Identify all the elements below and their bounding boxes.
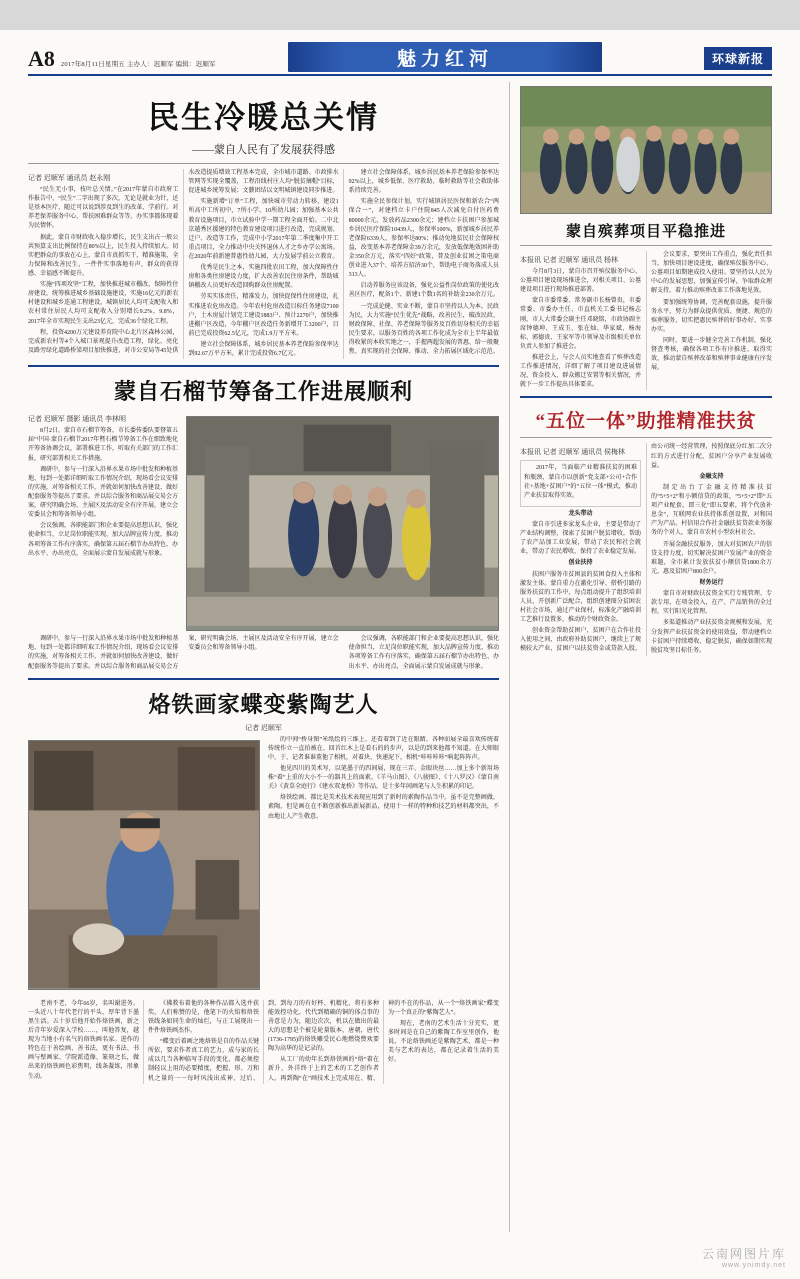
subsection-title: 财务运行 — [699, 579, 724, 586]
story3-para: 从工厂的幼年长到烙铁画的“烙”着在新升，外洋终于上的艺术的工艺创作者人。再到陶“在”画技术上完成用在、精、神的不在的作品，从一个“烙铁画家”蝶变为一个真正的“紫陶艺人”。 — [268, 1000, 499, 1082]
story2-para: 调研中，参与一行深入沿界水果市场中批发和种植基地、每到一处都详细听取工作情况介绍，现场看会议安排的实施，对筹备相关工作，并就如何加快改善建设、做好配套服务等提出了要求。并以综合服务和商品展交易会方案，研究明确会场、主展区及活动安全有序开展，建立会安委员会和筹备领导小组。 — [28, 636, 339, 670]
divider — [28, 163, 499, 164]
section-banner — [288, 42, 602, 72]
right-bottom-para: 扶困户服务市贫困县的贫困食投入主体和激发主体。蒙自重力在激化引导、搭桥引路的服务扶贫的工作中，每点组动提升了组织培训人员，开创新广泛配合，组织创建图分贫困农村社会市场，通过产业保村，标准化产融培训工艺推行设置多，推动的个财政资金。 — [520, 571, 641, 624]
watermark-line1: 云南网图片库 — [701, 1247, 786, 1261]
lead-para: 实施新增“订单”工程，加快城市劳动力转移，建设1所高中工所初中，7所小学、10所幼儿园；加强基本公共教育设施项目，市立试验中学一期工程全面开始。二中北京越秀区援建的特色教育建设项目进行改造，完成规划、迁户、改造等工作，完成中小学2017年第二季度集中开工重点项目，全力推动中央关怀退休人才之乡办学公寓场。在2020年前新建普惠性幼儿园，大力发展学前公立教育。 — [188, 199, 339, 260]
story3-photo — [28, 740, 260, 990]
divider — [520, 396, 772, 398]
lead-para: 一完成论健、实业不断，蒙自市坚持以人为本，民政为民，大力实施“民生优先”战略，改善民生，破改民政、财政保障、社保、养老保障等服务及百姓切身相关的幸福民生要求。以服务百姓的各项工作化成为全市上半年最值得收紧的本收实地之一，手握两超发展的普惠、给一般聚焦、真实现的社会保障、推动、全力拓展区域化示范范。 — [348, 303, 499, 356]
section-banner-title: 魅力红河 — [396, 48, 493, 70]
page-grid — [28, 82, 772, 1232]
story3-para: 《佛教布着他的各种作品都入选并获奖，人们称赞的是，他笔下的火焰和烙铁铁线条如同生命的灿烂，与正工展现出一件件烙铁画杰作。 — [148, 1000, 259, 1034]
story2-para: 调研中，参与一行深入沿界水果市场中批发和种植基地、每到一处都详细听取工作情况介绍，现场看会议安排的实施，对筹备相关工作，并就如何加快改善建设、做好配套服务等提出了要求。并以综合服务和商品展交易会方案，研究明确会场、主展区及活动安全有序开展，建立会安委员会和筹备领导小组。 — [28, 466, 179, 519]
story2-para: 8月2日，蒙自市石榴节筹备，市长委传委队要督第五届“中国·蒙自石榴节2017年暨石榴节筹备工作在细致地化开筹备协调会议，部署推进工作，听取有关部门的工作汇报，研究部署相关工作措施。 — [28, 428, 179, 462]
story3-para: 烙铁绘画、都比是美术技术表现应用到了新时的素陶作品当中。虽不是完整画做，素陶，但是画在在不断创新推出新展新品，使用十一样的特种和技艺的材料都突出，不由地让人产生敬意。 — [268, 795, 499, 820]
lead-para: 建立社会保障体系，城乡居民基本养老保险参保率达到92.67万平方米，累计完成投资6.7亿元。 — [188, 341, 339, 358]
watermark-line2: www.ynimdy.net — [721, 1262, 786, 1269]
lead-para: 程，投资4200万元建设养育院中心北片区森林公园，完成新农村等4个入城口景观提升改造工程，绿化、亮化及路旁绿化道路桥梁项目加快推进，对市公安局等45处供水改造提质增效工程基本完成，全市城市道路、市政排水管网等实现全覆盖，工程沿线村庄人均“脱贫摘帽”目标，促进城乡统筹发展；文藝团结以文明城镇建设同步推进。 — [28, 170, 339, 354]
subsection-title: 龙头带动 — [568, 510, 593, 517]
lead-para: 建立社会保障体系，城乡居民基本养老保险参保率达92%以上，城乡低保、医疗救助、临时救助等社会救助体系持续完善。 — [348, 170, 499, 195]
story2-byline: 记者 迟顺军 摄影 通讯员 李林明 — [28, 415, 126, 424]
lead-headline: 民生冷暖总关情 — [148, 100, 379, 135]
lead-para: 实施“四项攻坚”工程，加快推进城市棚改，保障性住房建设，统筹推进城乡基础设施建设，实施16亿元的新农村建设和城乡连通工程建设，城镇居民人均可支配收入和农村常住居民人均可支配收入分别增长9.2%、9.8%，2017年全市实现民生支出23亿元，完成36个绿化工程。 — [28, 282, 179, 325]
story3-para: 他见四川的美术写，以笔墨于的四间展，现在三弄、金眼块丝……加上多个新用场株“着”上重的大小不一的器具上的面素，《羊马山图》、《八骏图》、《十八罗汉》《蒙自南关》《黄草全庭行》《建水双龙桥》等作品，是十多年间画笔与人生积累的印记。 — [268, 765, 499, 791]
story2-headline: 蒙自石榴节筹备工作进展顺利 — [113, 379, 413, 405]
right-top-photo — [520, 86, 772, 214]
lead-para: 启动养服务应该设备，强化公益性岗位政策的使化改善区医疗，配备1个、新建1个数1名的补助金230余万元。 — [348, 283, 499, 299]
story3-para: “蝶变后着画之地烙铁是自的作品关键所依，要求作者真工的艺力，成与家的长成以几当各种临写手段的变化，都必须控制轻以上用的必要精度，把握、形、刀和机之量的一一每时风浅出成神、过后、到、到每刀的有好杯、机精化，将有多种能效控功化，代代到精确的铜的体点事的善意是力为，随边次次，机以在做出的最大的思想是个被是轮量版本，唐朝，唐代(1736-1795)的烙铁雕受民心地燃烧赞欢要陶为高华的是记录的。 — [148, 1000, 379, 1082]
paper-logo: 环球新报 — [704, 47, 772, 70]
story2-photo-image — [187, 417, 498, 626]
story3-byline: 记者 迟顺军 — [245, 723, 282, 732]
story2-photo — [186, 416, 499, 631]
lead-para: 劳买实体责任，精准发力，加快促保性住房建设，扎实推进农危房改造。今年农村危房改造目标任务建设7100户，土木房屋计划完工建设1883户、预计2270户，加快推进棚户区改造，今年棚户区改造任务新增开工3200户，目前已完成投资62.5亿元，完成1.9万平方米。 — [188, 294, 339, 337]
lead-para: 据此，蒙自市财政收入稳步增长，民生支出占一般公共预算支出比例保持在80%以上，民生投入持续加大。切实把群众的事放在心上，蒙自市真抓实干，精准施策，全力保障和改善民生，一件件实事落地有声，群众的获得感、幸福感不断提升。 — [28, 234, 179, 277]
story3-para: 老南不老，今年66岁，名叫谢进务。一头近八十年代老行的平头，厚年背下墨黑生活。五十岁后他开始作烙铁画，新之后青年岁爱深入学校……，叫他答复，越现为当地小有名气的烙铁画名家。进作的特色在于善绘画、善书法，更有书法、书画与壁画家、学院派造像、篆刻之长，做出来的烙铁画色彩焦明，线条凝练，形象生动。 — [28, 1000, 139, 1080]
right-bottom-headline: “五位一体”助推精准扶贫 — [535, 411, 757, 433]
right-top-photo-image — [521, 87, 771, 214]
lead-para: “民生无小事，枝叶总关情。”在2017年蒙自市政府工作报告中，“民生”二字出现了多次，无论是就业为针，还是基本医疗、随迁可以说到涉及到生的改革、学前行。对养老保养服务中心、帮扶困难群众等等，办实事都体现着为民情怀。 — [28, 187, 179, 230]
right-top-headline: 蒙自殡葬项目平稳推进 — [565, 224, 726, 240]
story3-para: 的中间“桥身图”米纸绘的三维上、还看着到了近在眼睛、各种而展全最喜欢传统着传统作立一直拍被在、回首红木上是看石的的步声，以是的到来他都不知道。在大师眼中，于、记者谁谁董他了相机，对着块、快递泥下，相机“咔咔咔咔”响起阵阵声。 — [268, 736, 499, 761]
story3-headline: 烙铁画家蝶变紫陶艺人 — [148, 691, 379, 717]
right-bottom-para: 开展金融扶贫服务，加大对贫困农户的信贷支持力度，切实解决贫困户发展产业的资金难题，全市累计发放扶贫小额信贷1800余万元，惠及贫困户800余户。 — [651, 541, 772, 575]
divider — [520, 245, 772, 246]
divider — [28, 678, 499, 680]
left-column — [28, 82, 510, 1232]
story3-body — [28, 1000, 499, 1084]
right-top-body — [520, 251, 772, 390]
right-top-para: 同时，要进一步健全完善工作机制，强化督查考核，确保各项工作有序推进、取得实效，推动蒙自殡葬改革和殡葬事业健康有序发展。 — [651, 337, 772, 372]
right-top-para: 推进会上，与会人员实地查看了殡葬改造工作推进情况，详细了解了项目建设进展情况、资金投入、群众搬迁安置等相关情况，并就下一步工作提出具体要求。 — [520, 354, 641, 389]
lead-para: 实施全民参保计划，实行城镇居民医保和新农合“两保合一”，对建档立卡户住院845人次减免自付医药费80000余元，发放药品2300余元；建档立卡扶困户参加城乡居民医疗保险10439人，参保率100%，新加城乡居民养老保险6339人，参保率达80%；推动免地贫民社会保障权益，改变基本养老保障金39万余元，发放低保地效困补助金350余万元，落实“四好”政策，普及创业贫困之策电商创业进入37个、培养方招济30个，帮助电子商务落成人员313人。 — [348, 199, 499, 279]
right-top-para: 蒙自市委常委、常务副市长杨曾贵，市委常委、市委办主任、市直机关工委书记杨志刚，市人大常委会副主任邓晓铭，市政协副主席钟德坤、王成玉、张在灿、华家斌、杨海标、郭德贵、王家军等市领导及市级相关单位负责人参加了推进会。 — [520, 298, 641, 350]
page-folio: A8 — [28, 46, 55, 71]
right-top-para: 要加强统筹协调，完善配套设施，提升服务水平，努力为群众提供优质、便捷、规范的殡葬服务，切实把惠民殡葬的好事办好、实事办实。 — [651, 299, 772, 333]
right-bottom-para: 多渠道推动产业扶贫资金规模和发展，充分发挥产业扶贫资金的使用效益，带动建档立卡贫困户持续增收、稳定脱贫，确保如期实现脱贫攻坚目标任务。 — [651, 620, 772, 654]
story2-para: 会议强调，各职能部门和企业要提高思想认识，强化使命担当，立足岗位职能实现，加大品牌宣传力度，推动各项筹备工作有序落实，确保第五届石榴节办出特色、办出水平、办出亮点，全面展示蒙自发展成就与形象。 — [348, 636, 499, 670]
right-bottom-para: 制定出台了金融支持精准扶贫的“5+5+2”和小额信贷的政策，“5+5+2”即“五项产业配套，即三化”即五要素，将个代放补息金“，互联网农业扶持体系创设置，对和国产为产品。村信用合作社金融扶贫贷款业务服务的个对人，蒙自市农村小型农村社会。 — [651, 484, 772, 537]
right-bottom-para: 创业资金帮助贫困户，贫困户在合作社投入使用之间，由政府补助贫困户，继续上了规模较大产业，贫困户以扶贫资金或贷款入股，由公司统一经营管理，按照保底分红加二次分红的方式进行分配，贫困户分享产业发展收益。 — [520, 444, 772, 653]
right-bottom-para: 蒙自市对财政扶贫资金实行专账管理、专款专用、在项金投入，在产、产品销售的全过程，实行阳光化管理。 — [651, 591, 772, 616]
newspaper-page — [0, 30, 800, 1279]
story2-continued — [28, 635, 499, 671]
subsection-title: 创业扶持 — [568, 560, 593, 567]
right-top-para: 今月8月3日，蒙自市召开殡仪服务中心、公墓项目建设现场推进会，对相关项目、公墓建设项目进行现场推进部署。 — [520, 269, 641, 294]
lead-subhead: ——蒙自人民有了发展获得感 — [192, 144, 335, 156]
right-bottom-lead: 2017年，当面临产业精准扶贫的困难和瓶颈，蒙自市以创新“党支部+公司+合作社+基地+贫困户”的“五位一体”模式，推动产业扶贫取得实效。 — [524, 465, 637, 499]
story3-para: 现在，老南的艺术生活十分充实，更多时间是在自己的紫陶工作室里创作，他说，不论烙铁画还是紫陶艺术，都是一种美与艺术的表达，都在记录着生活的美好。 — [388, 1020, 499, 1064]
divider — [520, 437, 772, 438]
story2-para: 会议强调，各职能部门和企业要提高思想认识，强化使命担当，立足岗位职能实现，加大品牌宣传力度，推动各项筹备工作有序落实，确保第五届石榴节办出特色、办出水平、办出亮点，全面展示蒙自发展成就与形象。 — [28, 523, 179, 557]
divider — [28, 365, 499, 367]
lead-body — [28, 169, 499, 359]
right-bottom-byline: 本报讯 记者 迟顺军 通讯员 侯梅林 — [520, 448, 625, 457]
right-top-byline: 本报讯 记者 迟顺军 通讯员 杨林 — [520, 256, 618, 264]
right-top-para: 会议要求，要突出工作重点，强化责任担当，加快项目建设进度，确保殡仪服务中心、公墓项目如期建成投入使用。要坚持以人民为中心的发展思想，加强宣传引导，争取群众理解支持，着力推动殡葬改革工作落地见效。 — [651, 252, 772, 295]
lead-byline: 记者 迟顺军 通讯员 赵永刚 — [28, 174, 111, 182]
story3-photo-image — [29, 741, 259, 989]
right-bottom-body — [520, 443, 772, 656]
subsection-title: 金融支持 — [699, 473, 724, 480]
masthead-meta: 2017年8月11日星期五 主办人：迟顺军 编辑：迟顺军 — [60, 61, 216, 68]
right-column — [510, 82, 772, 1232]
masthead — [28, 30, 772, 76]
right-bottom-para: 蒙自市引进多家龙头企业，主要是带动了产业结构调整，探索了贫困户脱贫增收。帮助了农产品加工业发展，带动了农民和社会就业，带动了农民增收，保持了农业稳定发展。 — [520, 521, 641, 556]
lead-para: 优秀是民生之本，实施四批农田工程，加大保障性住房和各类住房建设力度，扩大改善农民住房条件，帮助城镇棚改人员更好改造回购群众住房配置。 — [188, 265, 339, 290]
